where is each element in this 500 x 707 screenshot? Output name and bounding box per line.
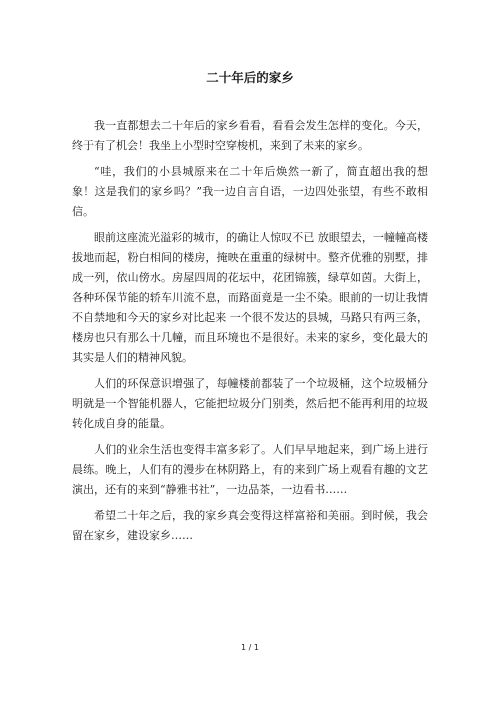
paragraph-1: 我一直都想去二十年后的家乡看看，看看会发生怎样的变化。今天，终于有了机会！我坐上小型时空穿梭机，来到了未来的家乡。 bbox=[72, 119, 428, 152]
paragraph-3: 眼前这座流光溢彩的城市，的确让人惊叹不已 放眼望去，一幢幢高楼拔地而起，粉白相间的楼房，掩映在重重的绿树中。整齐优雅的别墅，排成一列，依山傍水。房屋四周的花坛中，花团锦簇，绿草如茵。大街上，各种环保节能的轿车川流不息，而路面竟是一尘不染。眼前的一切让我情不自禁地和今天的家乡对比起来 一个很不发达的县城，马路只有两三条，楼房也只有那么十几幢，而且环境也不是很好。未来的家乡，变化最大的其实是人们的精神风貌。 bbox=[72, 231, 428, 364]
paragraph-5: 人们的业余生活也变得丰富多彩了。人们早早地起来，到广场上进行晨练。晚上，人们有的漫步在林阴路上，有的来到广场上观看有趣的文艺演出，还有的来到“静雅书社”，一边品茶，一边看书…… bbox=[72, 443, 428, 496]
page-title: 二十年后的家乡 bbox=[206, 70, 294, 85]
essay-body bbox=[72, 116, 428, 552]
paragraph-6: 希望二十年之后，我的家乡真会变得这样富裕和美丽。到时候，我会留在家乡，建设家乡…… bbox=[72, 509, 428, 542]
page-number: 1 / 1 bbox=[241, 643, 259, 652]
paragraph-2: “哇，我们的小县城原来在二十年后焕然一新了，简直超出我的想象！这是我们的家乡吗？”我一边自言自语，一边四处张望，有些不敢相信。 bbox=[72, 165, 428, 218]
paragraph-4: 人们的环保意识增强了，每幢楼前都装了一个垃圾桶，这个垃圾桶分明就是一个智能机器人，它能把垃圾分门别类，然后把不能再利用的垃圾转化成自身的能量。 bbox=[72, 377, 428, 430]
